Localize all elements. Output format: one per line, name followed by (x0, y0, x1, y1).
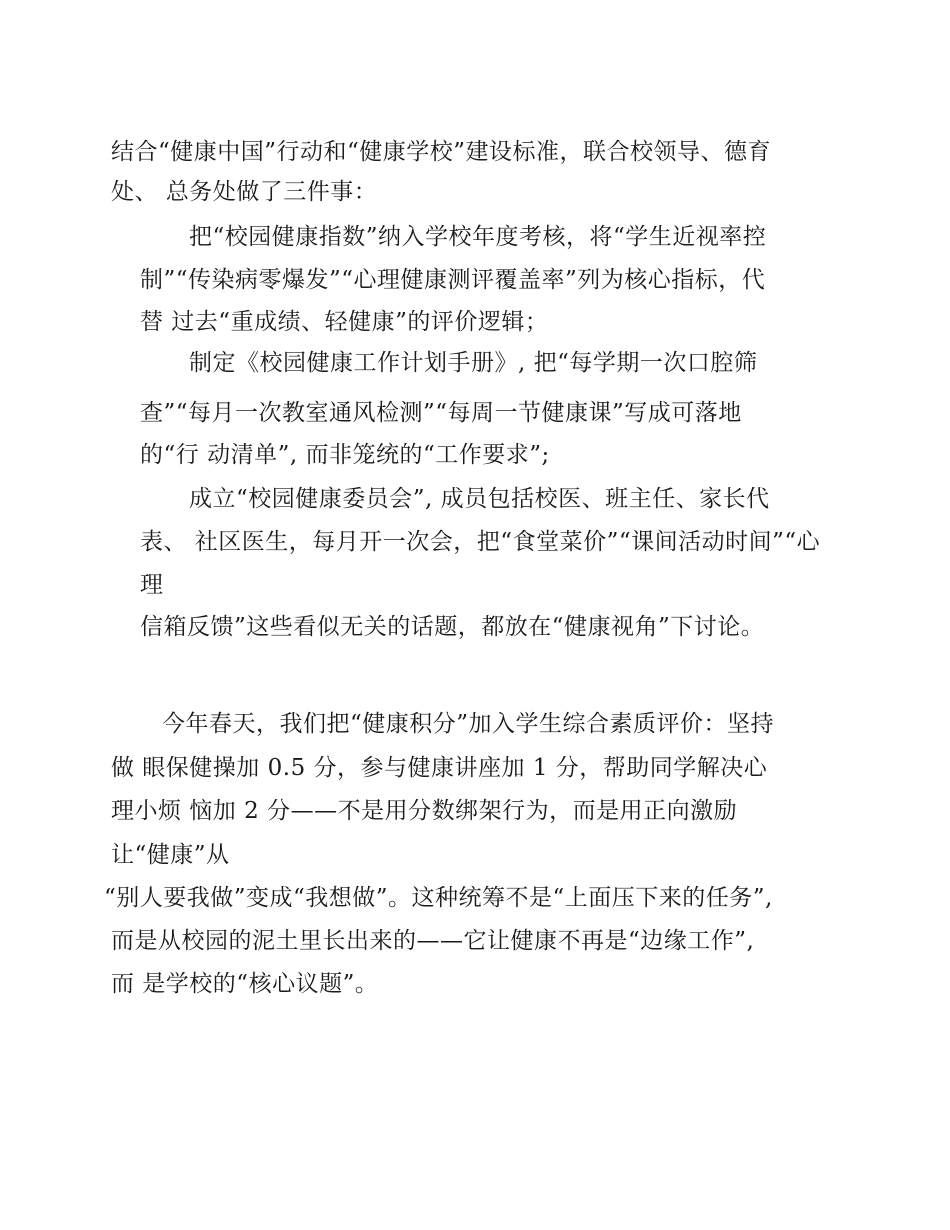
p2-line-3: 理小烦 恼加 2 分——不是用分数绑架行为，而是用正向激励 (111, 798, 738, 824)
item3-line-3: 理 (140, 572, 164, 598)
intro-line-2: 处、 总务处做了三件事： (111, 179, 378, 205)
item2-line-1: 制定《校园健康工作计划手册》, 把“每学期一次口腔筛 (189, 350, 758, 376)
p2-line-4: 让“健康”从 (111, 842, 230, 868)
p2-line-6: 而是从校园的泥土里长出来的——它让健康不再是“边缘工作”, (111, 928, 755, 954)
p2-line-7: 而 是学校的“核心议题”。 (111, 971, 379, 997)
item1-line-1: 把“校园健康指数”纳入学校年度考核，将“学生近视率控 (189, 224, 767, 250)
item3-line-2: 表、 社区医生，每月开一次会，把“食堂菜价”“课间活动时间”“心 (140, 529, 821, 555)
p2-line-5: “别人要我做”变成“我想做”。这种统筹不是“上面压下来的任务”, (104, 885, 773, 911)
item3-line-4: 信箱反馈”这些看似无关的话题，都放在“健康视角”下讨论。 (140, 614, 765, 640)
item2-line-3: 的“行 动清单”, 而非笼统的“工作要求”; (140, 442, 550, 468)
intro-line-1: 结合“健康中国”行动和“健康学校”建设标准，联合校领导、德育 (111, 139, 772, 165)
p2-line-2: 做 眼保健操加 0.5 分，参与健康讲座加 1 分，帮助同学解决心 (111, 755, 768, 781)
item2-line-2: 查”“每月一次教室通风检测”“每周一节健康课”写成可落地 (140, 400, 742, 426)
p2-line-1: 今年春天，我们把“健康积分”加入学生综合素质评价：坚持 (162, 711, 775, 737)
item1-line-3: 替 过去“重成绩、轻健康”的评价逻辑； (140, 309, 549, 335)
item3-line-1: 成立“校园健康委员会”, 成员包括校医、班主任、家长代 (189, 486, 770, 512)
item1-line-2: 制”“传染病零爆发”“心理健康测评覆盖率”列为核心指标，代 (140, 267, 766, 293)
